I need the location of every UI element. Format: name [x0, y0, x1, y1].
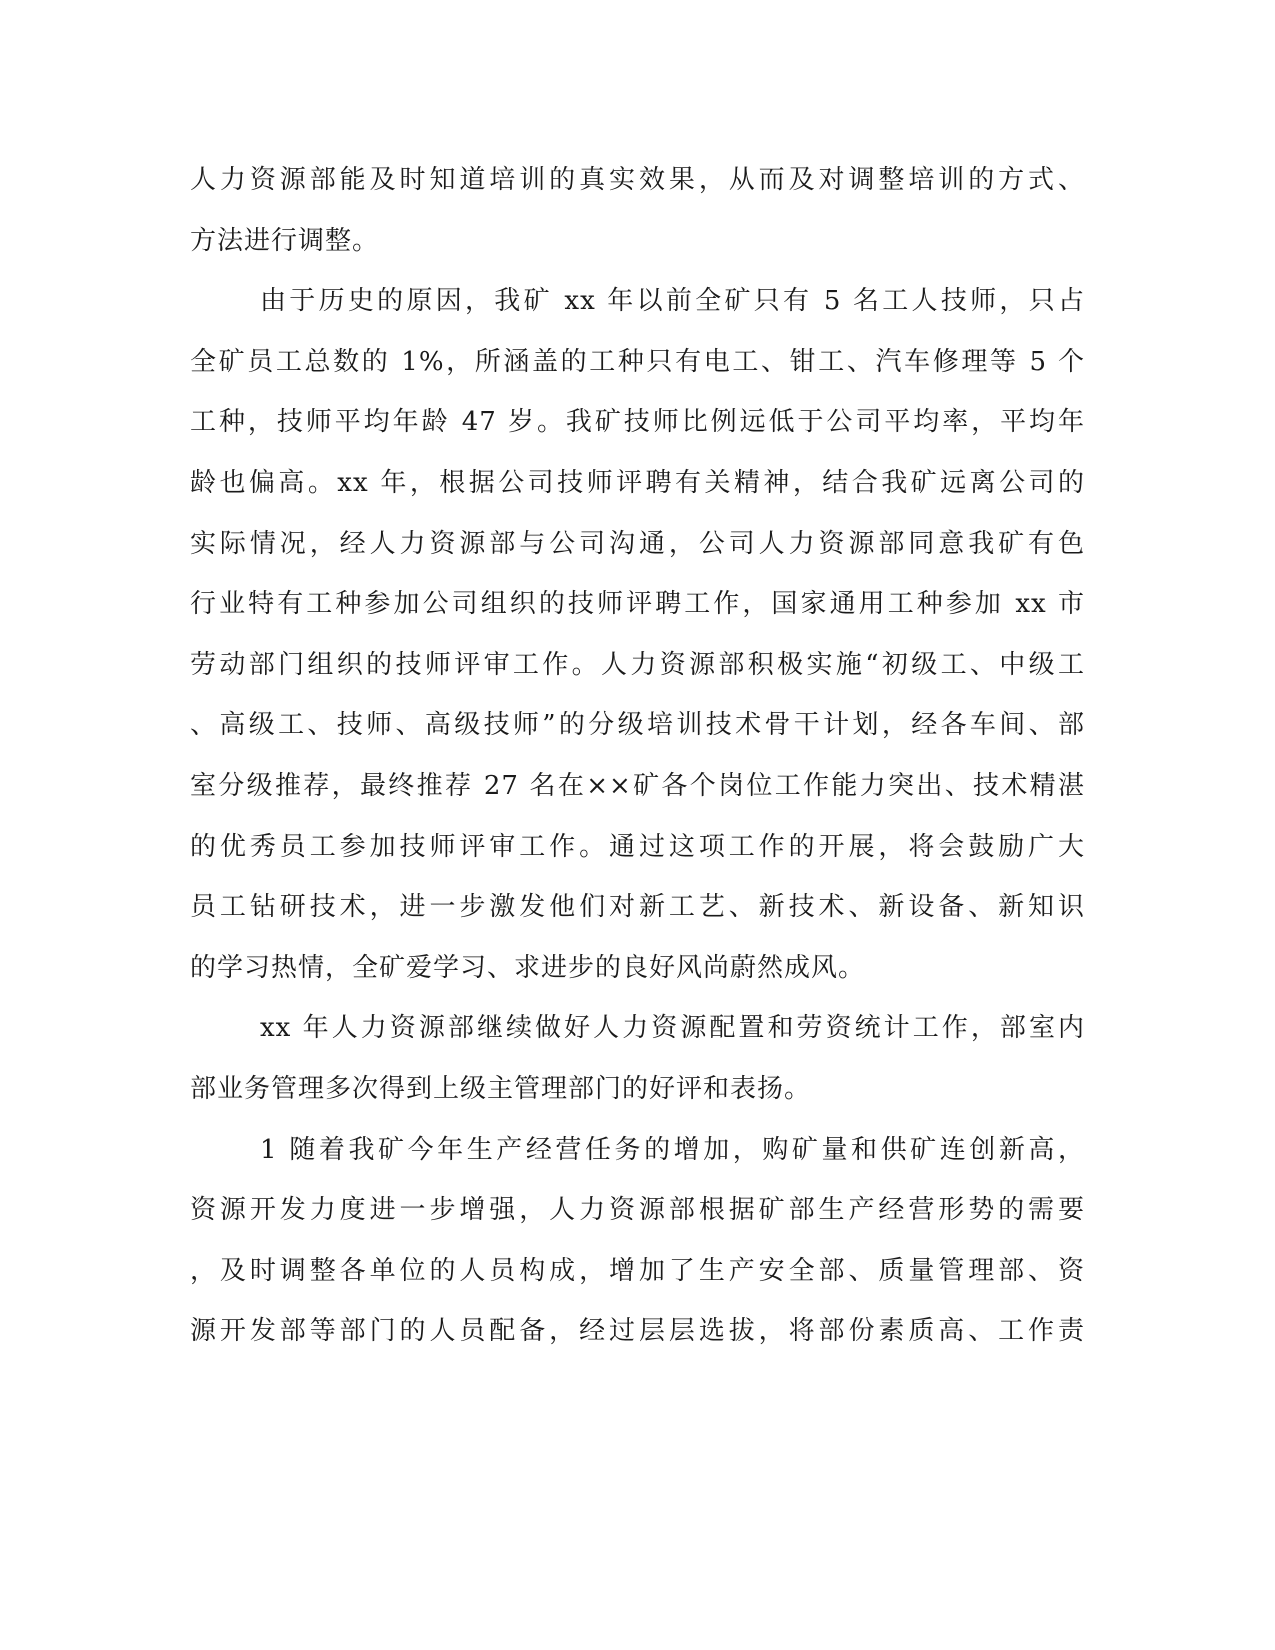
text-line: 行业特有工种参加公司组织的技师评聘工作，国家通用工种参加 xx 市 [190, 589, 1085, 620]
text-line: 资源开发力度进一步增强，人力资源部根据矿部生产经营形势的需要 [190, 1195, 1085, 1226]
body-text [190, 150, 1085, 1362]
paragraph-first-line: 由于历史的原因，我矿 xx 年以前全矿只有 5 名工人技师，只占 [260, 286, 1085, 317]
text-line: 实际情况，经人力资源部与公司沟通，公司人力资源部同意我矿有色 [190, 528, 1085, 559]
text-line: 工种，技师平均年龄 47 岁。我矿技师比例远低于公司平均率，平均年 [190, 407, 1085, 438]
text-line: 员工钻研技术，进一步激发他们对新工艺、新技术、新设备、新知识 [190, 892, 1085, 923]
text-line: 源开发部等部门的人员配备，经过层层选拔，将部份素质高、工作责 [190, 1316, 1085, 1347]
text-line: 、高级工、技师、高级技师”的分级培训技术骨干计划，经各车间、部 [190, 710, 1085, 741]
text-line: 的优秀员工参加技师评审工作。通过这项工作的开展，将会鼓励广大 [190, 831, 1085, 862]
text-line: 室分级推荐，最终推荐 27 名在××矿各个岗位工作能力突出、技术精湛 [190, 770, 1085, 801]
text-line: 的学习热情，全矿爱学习、求进步的良好风尚蔚然成风。 [190, 952, 866, 983]
text-line: ，及时调整各单位的人员构成，增加了生产安全部、质量管理部、资 [190, 1255, 1085, 1286]
paragraph-first-line: 1 随着我矿今年生产经营任务的增加，购矿量和供矿连创新高， [260, 1134, 1085, 1165]
paragraph-first-line: xx 年人力资源部继续做好人力资源配置和劳资统计工作，部室内 [260, 1013, 1085, 1044]
text-line: 方法进行调整。 [190, 225, 380, 256]
text-line: 劳动部门组织的技师评审工作。人力资源部积极实施“初级工、中级工 [190, 649, 1085, 680]
text-line: 全矿员工总数的 1%，所涵盖的工种只有电工、钳工、汽车修理等 5 个 [190, 346, 1085, 377]
text-line: 部业务管理多次得到上级主管理部门的好评和表扬。 [190, 1073, 812, 1104]
text-line: 龄也偏高。xx 年，根据公司技师评聘有关精神，结合我矿远离公司的 [190, 467, 1085, 498]
text-line: 人力资源部能及时知道培训的真实效果，从而及对调整培训的方式、 [190, 165, 1085, 195]
